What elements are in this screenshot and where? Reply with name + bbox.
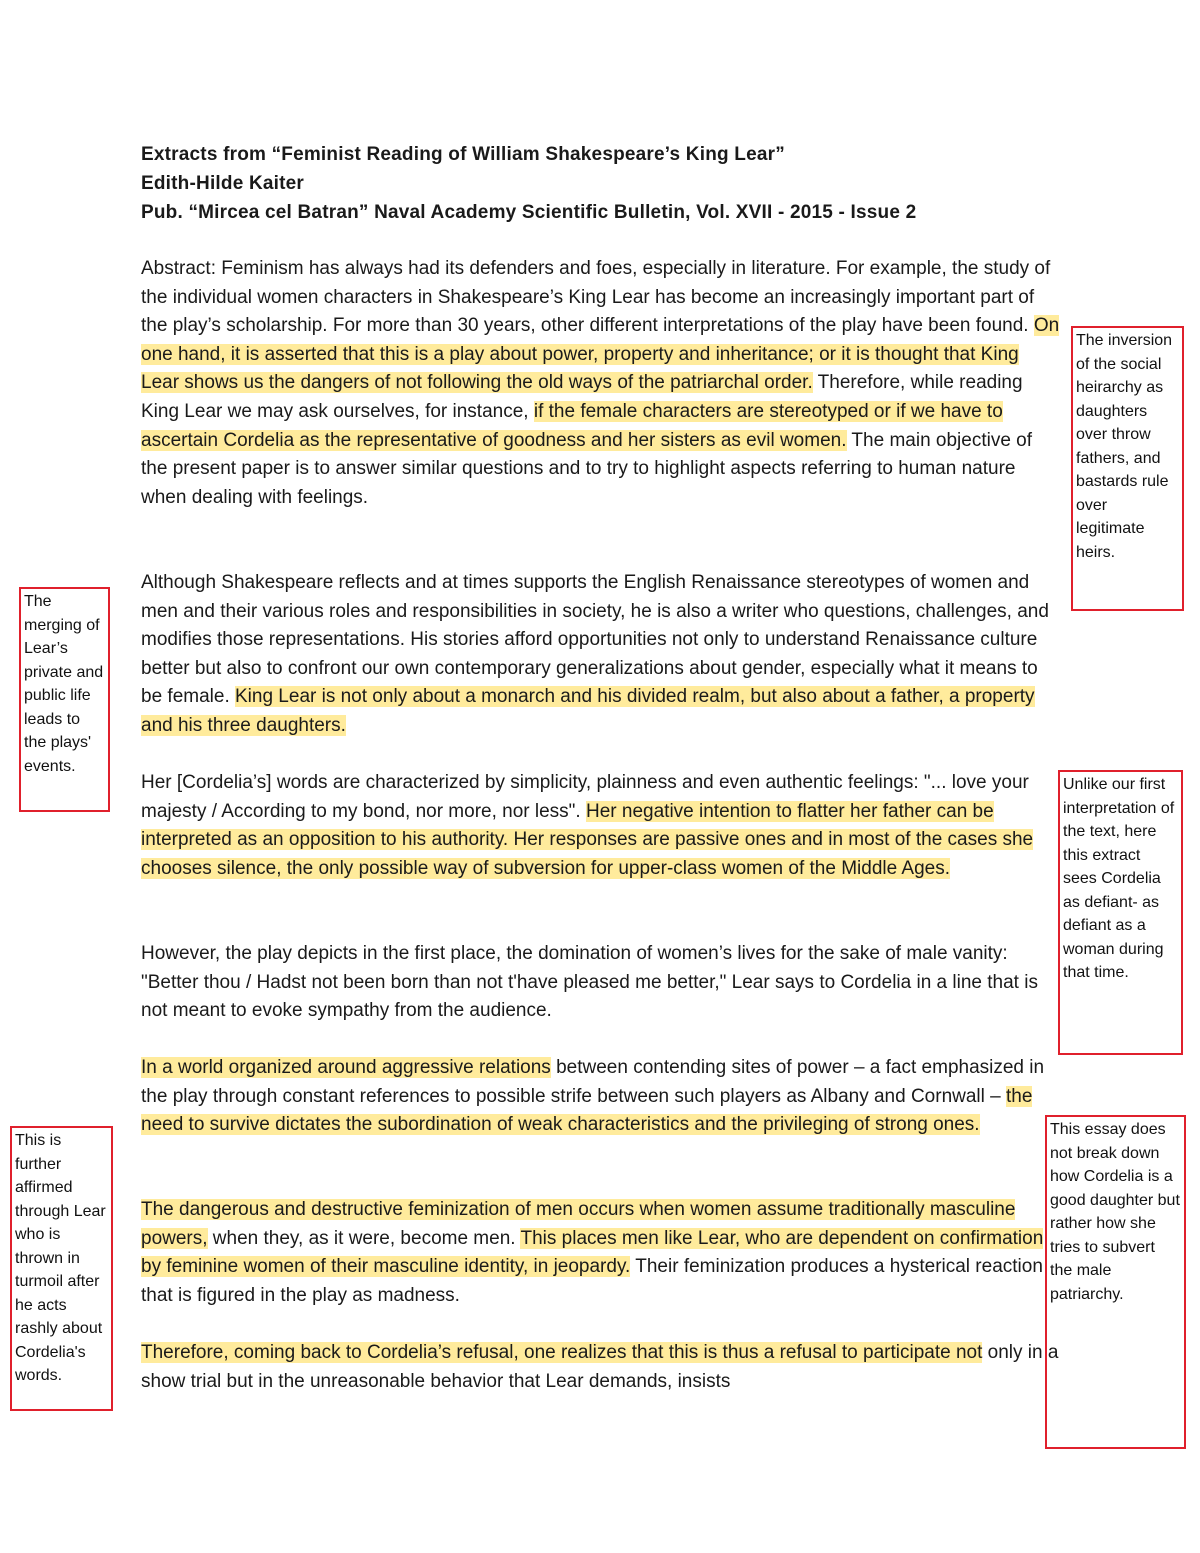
document-header: [141, 140, 1041, 227]
text-run: However, the play depicts in the first place, the domination of women’s lives for the sake of male vanity: "Better thou / Hadst not been born than not t'have pleased me better," Lear says to Cordelia in a line that is not meant to evoke sympathy from the audience.: [141, 943, 1038, 1022]
highlighted-text: Therefore, coming back to Cordelia’s refusal, one realizes that this is thus a refusal to participate not: [141, 1342, 983, 1363]
paragraph-renaissance: [141, 569, 1061, 741]
text-run: only in a show trial but in the unreasonable behavior that Lear demands, insists: [141, 1342, 1059, 1392]
annotation-note-defiant: Unlike our first interpretation of the text, here this extract sees Cordelia as defiant- as defiant as a woman during that time.: [1058, 770, 1183, 1055]
highlighted-text: the need to survive dictates the subordination of weak characteristics and the privileging of strong ones.: [141, 1085, 1033, 1136]
annotation-note-inversion: The inversion of the social heirarchy as daughters over throw fathers, and bastards rule over legitimate heirs.: [1071, 326, 1184, 611]
text-run: Her [Cordelia’s] words are characterized by simplicity, plainness and even authentic feelings: "... love your majesty / According to my bond, nor more, nor less".: [141, 772, 1029, 822]
header-author: Edith-Hilde Kaiter: [141, 173, 305, 194]
text-run: between contending sites of power – a fact emphasized in the play through constant references to possible strife between such players as Albany and Cornwall –: [141, 1057, 1045, 1107]
annotation-note-subvert: This essay does not break down how Cordelia is a good daughter but rather how she tries to subvert the male patriarchy.: [1045, 1115, 1186, 1449]
paragraph-aggressive-relations: [141, 1054, 1061, 1140]
header-publication: Pub. “Mircea cel Batran” Naval Academy Scientific Bulletin, Vol. XVII - 2015 - Issue 2: [141, 202, 917, 223]
abstract-paragraph: [141, 255, 1061, 512]
highlighted-text: if the female characters are stereotyped or if we have to ascertain Cordelia as the representative of goodness and her sisters as evil women.: [141, 400, 1003, 451]
paragraph-domination: [141, 940, 1061, 1026]
highlighted-text: King Lear is not only about a monarch and his divided realm, but also about a father, a property and his three daughters.: [141, 686, 1035, 736]
highlighted-text: In a world organized around aggressive relations: [141, 1057, 551, 1078]
highlighted-text: On one hand, it is asserted that this is a play about power, property and inheritance; or it is thought that King Lear shows us the dangers of not following the old ways of the patriarchal order.: [141, 315, 1060, 394]
highlighted-text: The dangerous and destructive feminization of men occurs when women assume traditionally masculine powers,: [141, 1199, 1016, 1249]
text-run: Abstract: Feminism has always had its defenders and foes, especially in literature. For example, the study of the individual women characters in Shakespeare’s King Lear has become an increasingly important part of the play’s scholarship. For more than 30 years, other different interpretations of the play have been found.: [141, 258, 1051, 337]
text-run: Their feminization produces a hysterical reaction that is figured in the play as madness.: [141, 1256, 1043, 1306]
highlighted-text: Her negative intention to flatter her father can be interpreted as an opposition to his authority. Her responses are passive ones and in most of the cases she chooses silence, the only possible way of subversion for upper-class women of the Middle Ages.: [141, 800, 1034, 879]
text-run: Therefore, while reading King Lear we may ask ourselves, for instance,: [141, 372, 1023, 422]
paragraph-refusal: [141, 1339, 1061, 1396]
text-run: when they, as it were, become men.: [207, 1227, 521, 1249]
annotation-note-turmoil: This is further affirmed through Lear who is thrown in turmoil after he acts rashly about Cordelia's words.: [10, 1126, 113, 1411]
paragraph-cordelia-words: [141, 769, 1061, 883]
paragraph-feminization: [141, 1196, 1061, 1310]
highlighted-text: This places men like Lear, who are dependent on confirmation by feminine women of their masculine identity, in jeopardy.: [141, 1227, 1044, 1278]
text-run: Although Shakespeare reflects and at times supports the English Renaissance stereotypes of women and men and their various roles and responsibilities in society, he is also a writer who questions, challenges, and modifies those representations. His stories afford opportunities not only to understand Renaissance culture better but also to confront our own contemporary generalizations about gender, especially what it means to be female.: [141, 572, 1049, 708]
annotation-note-merging: The merging of Lear’s private and public life leads to the plays' events.: [19, 587, 110, 812]
header-title: Extracts from “Feminist Reading of William Shakespeare’s King Lear”: [141, 144, 785, 165]
text-run: The main objective of the present paper is to answer similar questions and to try to highlight aspects referring to human nature when dealing with feelings.: [141, 429, 1033, 508]
